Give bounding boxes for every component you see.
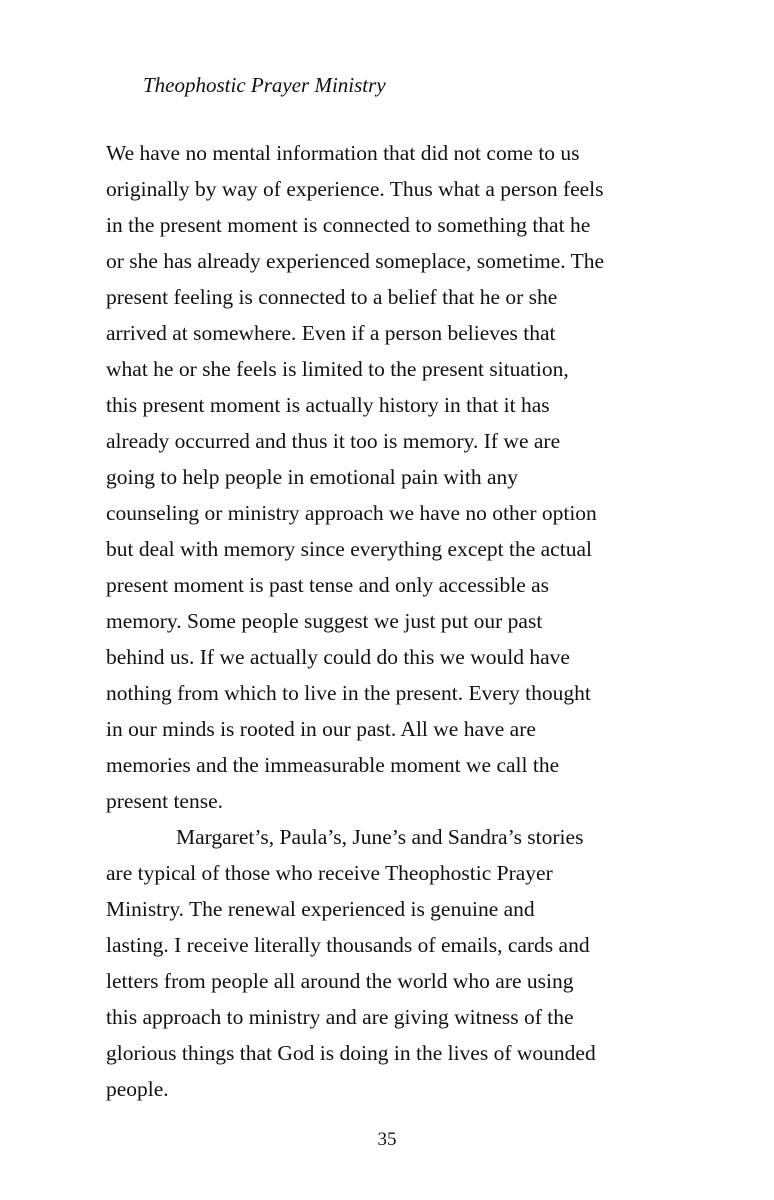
text-line: present feeling is connected to a belief that he or she	[106, 285, 558, 309]
text-line: counseling or ministry approach we have no other option	[106, 501, 597, 525]
text-line: glorious things that God is doing in the lives of wounded	[106, 1041, 596, 1065]
text-line: Ministry. The renewal experienced is genuine and	[106, 897, 535, 921]
text-line: present tense.	[106, 789, 224, 813]
text-line: already occurred and thus it too is memory. If we are	[106, 429, 561, 453]
text-line: but deal with memory since everything except the actual	[106, 537, 592, 561]
text-line: this approach to ministry and are giving witness of the	[106, 1005, 574, 1029]
text-line: letters from people all around the world who are using	[106, 969, 574, 993]
text-line: arrived at somewhere. Even if a person believes that	[106, 321, 556, 345]
text-line: this present moment is actually history in that it has	[106, 393, 550, 417]
text-line: memories and the immeasurable moment we call the	[106, 753, 560, 777]
text-line: We have no mental information that did not come to us	[106, 141, 580, 165]
text-line: in our minds is rooted in our past. All we have are	[106, 717, 536, 741]
text-line: going to help people in emotional pain with any	[106, 465, 519, 489]
text-line: present moment is past tense and only accessible as	[106, 573, 550, 597]
page-number: 35	[377, 1129, 397, 1150]
text-line: behind us. If we actually could do this we would have	[106, 645, 570, 669]
text-line: people.	[106, 1077, 169, 1101]
text-line: or she has already experienced someplace, sometime. The	[106, 249, 605, 273]
text-line: are typical of those who receive Theophostic Prayer	[106, 861, 553, 885]
paragraph-2	[106, 819, 686, 1107]
text-line: nothing from which to live in the present. Every thought	[106, 681, 591, 705]
paragraph-1	[106, 135, 686, 819]
text-line: Margaret’s, Paula’s, June’s and Sandra’s stories	[176, 825, 584, 849]
text-line: memory. Some people suggest we just put our past	[106, 609, 543, 633]
body-text	[106, 135, 686, 1107]
text-line: originally by way of experience. Thus what a person feels	[106, 177, 604, 201]
text-line: what he or she feels is limited to the present situation,	[106, 357, 569, 381]
text-line: in the present moment is connected to something that he	[106, 213, 591, 237]
text-line: lasting. I receive literally thousands of emails, cards and	[106, 933, 590, 957]
running-header-title: Theophostic Prayer Ministry	[143, 73, 386, 97]
